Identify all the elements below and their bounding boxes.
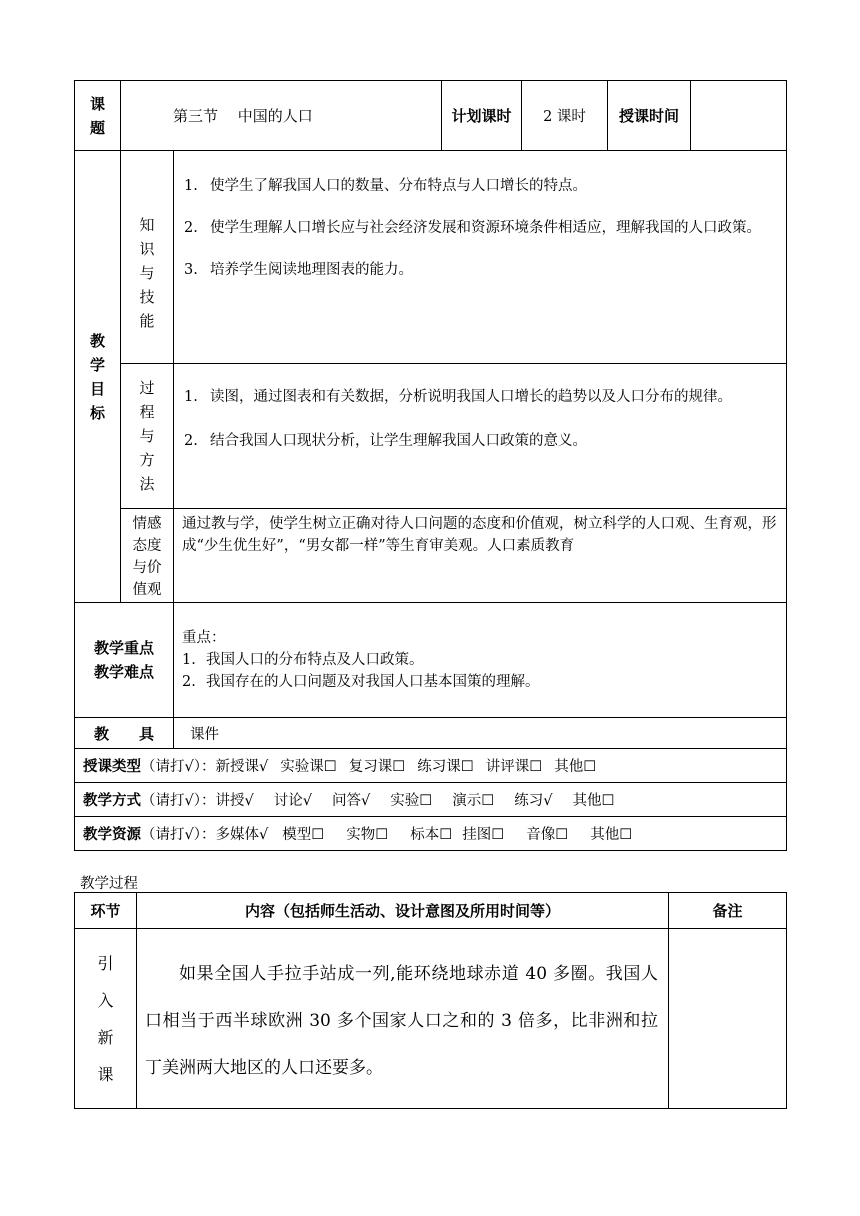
- difficulty-label: 教学难点: [93, 663, 154, 681]
- key-point-item: [182, 671, 778, 693]
- teaching-resources-option[interactable]: 模型☐: [282, 827, 325, 843]
- item-text: 培养学生阅读地理图表的能力。: [210, 262, 413, 278]
- topic-label: [75, 81, 121, 151]
- content-text: 如果全国人手拉手站成一列,能环绕地球赤道 40 多圈。我国人口相当于西半球欧洲 30 多个国家人口之和的 3 倍多，比非洲和拉丁美洲两大地区的人口还要多。: [145, 964, 658, 1078]
- teaching-resources-option[interactable]: 挂图☐: [462, 827, 505, 843]
- notes-cell: [669, 929, 787, 1109]
- key-points-content: [174, 603, 787, 718]
- emotion-content: [174, 509, 787, 603]
- lesson-plan-table: [74, 80, 787, 851]
- teaching-resources-option[interactable]: 标本☐: [410, 827, 453, 843]
- item-text: 结合我国人口现状分析，让学生理解我国人口政策的意义。: [210, 433, 587, 449]
- item-text: 我国存在的人口问题及对我国人口基本国策的理解。: [206, 674, 540, 690]
- knowledge-content: [174, 151, 787, 364]
- lesson-type-label: 授课类型: [83, 758, 141, 775]
- teaching-method-option[interactable]: 演示☐: [452, 793, 495, 809]
- teaching-method-option[interactable]: 实验☐: [390, 793, 433, 809]
- emotion-text: 通过教与学，使学生树立正确对待人口问题的态度和价值观，树立科学的人口观、生育观，形成“少生优生好”，“男女都一样”等生育审美观。人口素质教育: [182, 516, 777, 554]
- tools-label: 教 具: [75, 718, 174, 749]
- item-number: 2.: [184, 220, 198, 236]
- teaching-resources-row: [75, 817, 787, 851]
- lesson-type-option[interactable]: 讲评课☐: [485, 759, 543, 775]
- item-text: 读图，通过图表和有关数据，分析说明我国人口增长的趋势以及人口分布的规律。: [210, 389, 732, 405]
- item-number: 1.: [184, 178, 198, 194]
- process-label-text: 过程与方法: [139, 379, 155, 493]
- item-text: 我国人口的分布特点及人口政策。: [206, 652, 424, 668]
- item-number: 2.: [184, 433, 198, 449]
- lesson-type-row: [75, 749, 787, 783]
- planned-hours-label: 计划课时: [442, 81, 522, 151]
- content-header: 内容（包括师生活动、设计意图及所用时间等）: [137, 893, 669, 929]
- item-text: 使学生了解我国人口的数量、分布特点与人口增长的特点。: [210, 178, 587, 194]
- tools-value: 课件: [174, 718, 787, 749]
- teach-time-value: [691, 81, 787, 151]
- lesson-type-option[interactable]: 其他☐: [554, 759, 597, 775]
- teaching-process-table: [74, 892, 787, 1109]
- teaching-resources-option[interactable]: 音像☐: [526, 827, 569, 843]
- knowledge-label: [121, 151, 174, 364]
- teaching-resources-option[interactable]: 实物☐: [346, 827, 389, 843]
- stage-header: 环节: [75, 893, 137, 929]
- teaching-process-title: 教学过程: [80, 876, 138, 892]
- lesson-type-option[interactable]: 练习课☐: [417, 759, 474, 775]
- teaching-method-row: [75, 783, 787, 817]
- teach-time-label: 授课时间: [608, 81, 691, 151]
- lesson-type-option[interactable]: 新授课√: [215, 759, 269, 775]
- key-points-heading: 重点：: [182, 630, 226, 646]
- teaching-method-hint: （请打√）：: [141, 793, 216, 809]
- objectives-label-text: 教学目标: [89, 331, 105, 422]
- teaching-resources-option[interactable]: 其他☐: [590, 827, 633, 843]
- table-row: [75, 929, 787, 1109]
- lesson-type-option[interactable]: 实验课☐: [280, 759, 337, 775]
- item-number: 1.: [184, 389, 198, 405]
- teaching-method-option[interactable]: 讲授√: [215, 793, 254, 809]
- notes-header: 备注: [669, 893, 787, 929]
- teaching-resources-hint: （请打√）：: [141, 827, 216, 843]
- lesson-type-hint: （请打√）：: [141, 759, 216, 775]
- process-item: [184, 386, 778, 408]
- content-cell: [137, 929, 669, 1109]
- teaching-method-option[interactable]: 练习√: [514, 793, 553, 809]
- stage-cell: [75, 929, 137, 1109]
- topic-cell: [121, 81, 442, 151]
- item-text: 使学生理解人口增长应与社会经济发展和资源环境条件相适应，理解我国的人口政策。: [210, 220, 761, 236]
- key-point-item: [182, 649, 778, 671]
- objectives-label: [75, 151, 121, 603]
- knowledge-item: [184, 217, 778, 239]
- key-point-label: 教学重点: [93, 639, 154, 657]
- planned-hours-value: 2 课时: [522, 81, 608, 151]
- topic-label-text: 课题: [89, 94, 105, 137]
- emotion-label: [121, 509, 174, 603]
- knowledge-item: [184, 259, 778, 281]
- emotion-label-text: 情感态度与价值观: [132, 516, 162, 598]
- item-number: 3.: [184, 262, 198, 278]
- teaching-method-option[interactable]: 其他☐: [572, 793, 615, 809]
- teaching-method-option[interactable]: 讨论√: [273, 793, 312, 809]
- teaching-method-option[interactable]: 问答√: [332, 793, 371, 809]
- lesson-type-option[interactable]: 复习课☐: [348, 759, 406, 775]
- item-number: 1.: [182, 652, 196, 668]
- topic-title: 第三节 中国的人口: [173, 107, 313, 125]
- teaching-method-label: 教学方式: [83, 792, 141, 809]
- stage-text: 引入新课: [97, 953, 114, 1084]
- process-label: [121, 364, 174, 509]
- teaching-resources-label: 教学资源: [83, 826, 141, 843]
- key-points-label: [75, 603, 174, 718]
- item-number: 2.: [182, 674, 196, 690]
- knowledge-label-text: 知识与技能: [139, 216, 155, 330]
- teaching-resources-option[interactable]: 多媒体√: [215, 827, 269, 843]
- knowledge-item: [184, 175, 778, 197]
- process-content: [174, 364, 787, 509]
- process-item: [184, 430, 778, 452]
